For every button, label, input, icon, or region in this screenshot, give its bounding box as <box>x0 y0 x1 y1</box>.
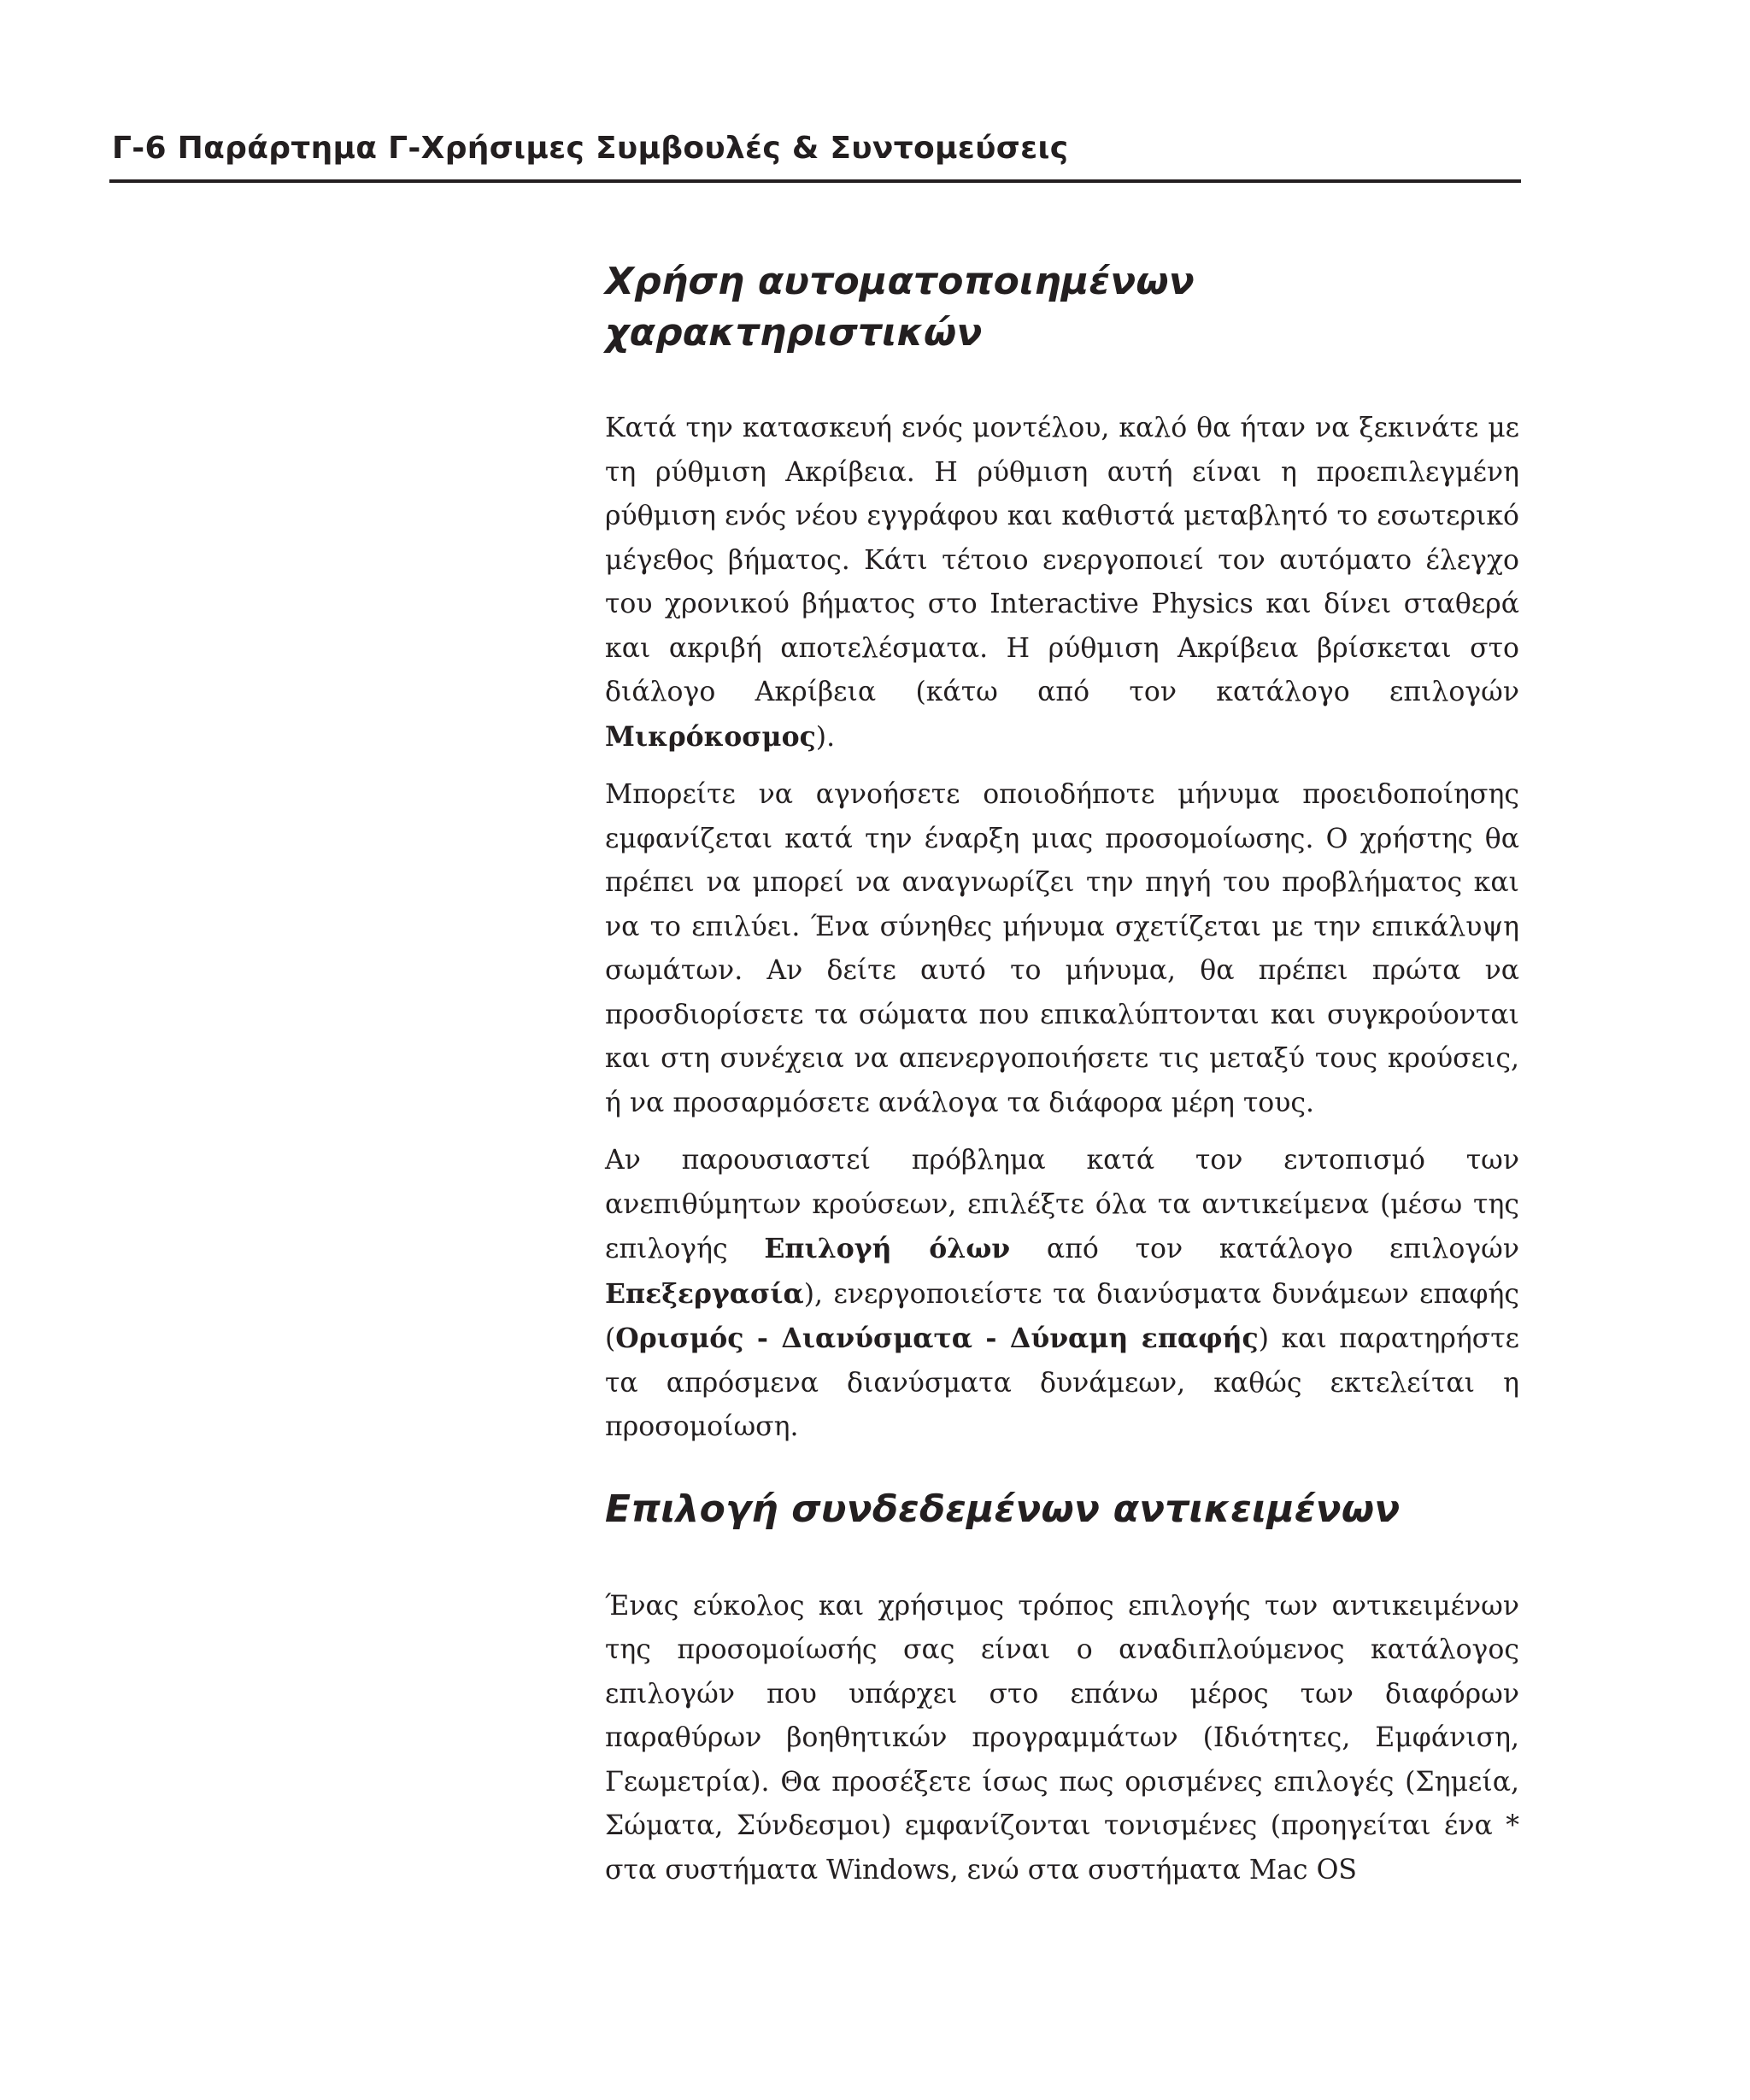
paragraph-accuracy <box>605 407 1519 760</box>
menu-item-select-all: Επιλογή όλων <box>764 1233 1011 1264</box>
paragraph-text: ) και παρατηρήστε τα απρόσμενα διανύσματα δυνάμεων, καθώς εκτελείται η προσομοίωση. <box>605 1323 1519 1442</box>
header-rule <box>109 179 1521 183</box>
paragraph-text: ), ενεργοποιείστε τα διανύσματα δυνάμεων επαφής ( <box>605 1278 1519 1354</box>
section-heading-automation: Χρήση αυτοματοποιημένων χαρακτηριστικών <box>605 260 1195 355</box>
menu-name-microcosm: Μικρόκοσμος <box>605 720 816 753</box>
paragraph-text: ). <box>815 721 836 753</box>
running-header: Γ-6 Παράρτημα Γ-Χρήσιμες Συμβουλές & Συντομεύσεις <box>112 131 1069 166</box>
paragraph-warnings: Μπορείτε να αγνοήσετε οποιοδήποτε μήνυμα προειδοποίησης εμφανίζεται κατά την έναρξη μιας προσομοίωσης. Ο χρήστης θα πρέπει να μπορεί να αναγνωρίζει την πηγή του προβλήματος και να το επιλύει. Ένα σύνηθες μήνυμα σχετίζεται με την επικάλυψη σωμάτων. Αν δείτε αυτό το μήνυμα, θα πρέπει πρώτα να προσδιορίσετε τα σώματα που επικαλύπτονται και συγκρούονται και στη συνέχεια να απενεργοποιήσετε τις μεταξύ τους κρούσεις, ή να προσαρμόσετε ανάλογα τα διάφορα μέρη τους. <box>605 779 1519 1118</box>
section-heading-selection: Επιλογή συνδεδεμένων αντικειμένων <box>605 1487 1401 1531</box>
menu-path-contact-force: Ορισμός - Διανύσματα - Δύναμη επαφής <box>615 1323 1259 1354</box>
paragraph-text: από τον κατάλογο επιλογών <box>1010 1234 1520 1264</box>
menu-name-edit: Επεξεργασία <box>605 1277 804 1310</box>
paragraph-collisions <box>605 1139 1519 1450</box>
paragraph-text: Κατά την κατασκευή ενός μοντέλου, καλό θα ήταν να ξεκινάτε με τη ρύθμιση Ακρίβεια. Η ρύθμιση αυτή είναι η προεπιλεγμένη ρύθμιση ενός νέου εγγράφου και καθιστά μεταβλητό το εσωτερικό μέγεθος βήματος. Κάτι τέτοιο ενεργοποιεί τον αυτόματο έλεγχο του χρονικού βήματος στο Interactive Physics και δίνει σταθερά και ακριβή αποτελέσματα. Η ρύθμιση Ακρίβεια βρίσκεται στο διάλογο Ακρίβεια (κάτω από τον κατάλογο επιλογών <box>605 413 1519 707</box>
paragraph-selection: Ένας εύκολος και χρήσιμος τρόπος επιλογής των αντικειμένων της προσομοίωσής σας είναι ο αναδιπλούμενος κατάλογος επιλογών που υπάρχει στο επάνω μέρος των διαφόρων παραθύρων βοηθητικών προγραμμάτων (Ιδιότητες, Εμφάνιση, Γεωμετρία). Θα προσέξετε ίσως πως ορισμένες επιλογές (Σημεία, Σώματα, Σύνδεσμοι) εμφανίζονται τονισμένες (προηγείται ένα * στα συστήματα Windows, ενώ στα συστήματα Mac OS <box>605 1590 1519 1886</box>
page-content <box>605 256 1519 1906</box>
paragraph-text: Αν παρουσιαστεί πρόβλημα κατά τον εντοπισμό των ανεπιθύμητων κρούσεων, επιλέξτε όλα τα αντικείμενα (μέσω της επιλογής <box>605 1145 1519 1264</box>
